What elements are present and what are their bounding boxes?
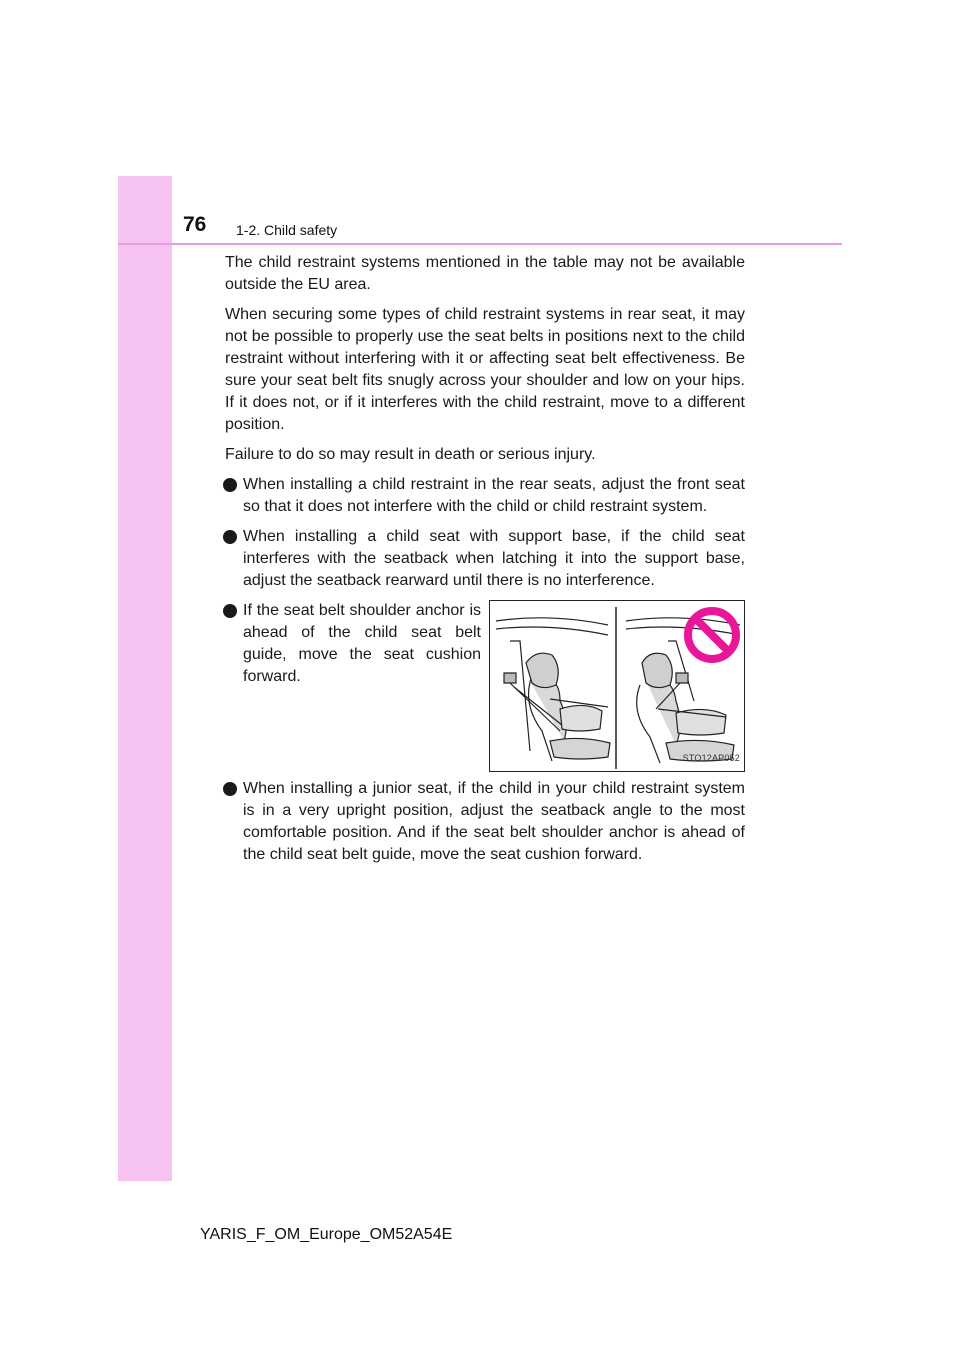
bullet-text: When installing a junior seat, if the child in your child restraint system is in a very upright position, adjust the seatback angle to the most comfortable position. And if the seat belt shoulder anchor is ahead of the child seat belt guide, move the seat cushion forward. — [243, 780, 745, 863]
prohibited-icon — [688, 611, 736, 659]
paragraph-warning: Failure to do so may result in death or serious injury. — [225, 446, 596, 463]
page-content — [225, 252, 745, 874]
page-number: 76 — [183, 213, 207, 236]
paragraph-availability: The child restraint systems mentioned in the table may not be available outside the EU area. — [225, 254, 745, 293]
bullet-item — [225, 526, 745, 592]
chapter-tab-strip — [118, 176, 172, 1181]
bullet-text: When installing a child seat with support base, if the child seat interferes with the seatback when latching it into the support base, adjust the seatback rearward until there is no interference. — [243, 528, 745, 589]
bullet-with-figure — [225, 600, 745, 772]
seat-illustration-drawing — [490, 601, 744, 771]
paragraph-seat-belt-fit: When securing some types of child restraint systems in rear seat, it may not be possible to properly use the seat belts in positions next to the child restraint without interfering with it or affecting seat belt effectiveness. Be sure your seat belt fits snugly across your shoulder and low on your hips. If it does not, or if it interferes with the child restraint, move to a different position. — [225, 306, 745, 433]
seat-belt-illustration — [489, 600, 745, 772]
bullet-dot-icon — [223, 604, 237, 618]
bullet-dot-icon — [223, 782, 237, 796]
bullet-dot-icon — [223, 478, 237, 492]
bullet-text: When installing a child restraint in the rear seats, adjust the front seat so that it does not interfere with the child or child restraint system. — [243, 476, 745, 515]
header-rule — [118, 243, 842, 245]
bullet-item — [225, 600, 481, 688]
document-footer-id: YARIS_F_OM_Europe_OM52A54E — [200, 1226, 453, 1243]
bullet-item — [225, 474, 745, 518]
figure-id: STO12AP052 — [682, 753, 740, 763]
bullet-item — [225, 778, 745, 866]
bullet-text: If the seat belt shoulder anchor is ahead of the child seat belt guide, move the seat cushion forward. — [243, 602, 481, 685]
section-title: 1-2. Child safety — [236, 222, 338, 238]
bullet-dot-icon — [223, 530, 237, 544]
